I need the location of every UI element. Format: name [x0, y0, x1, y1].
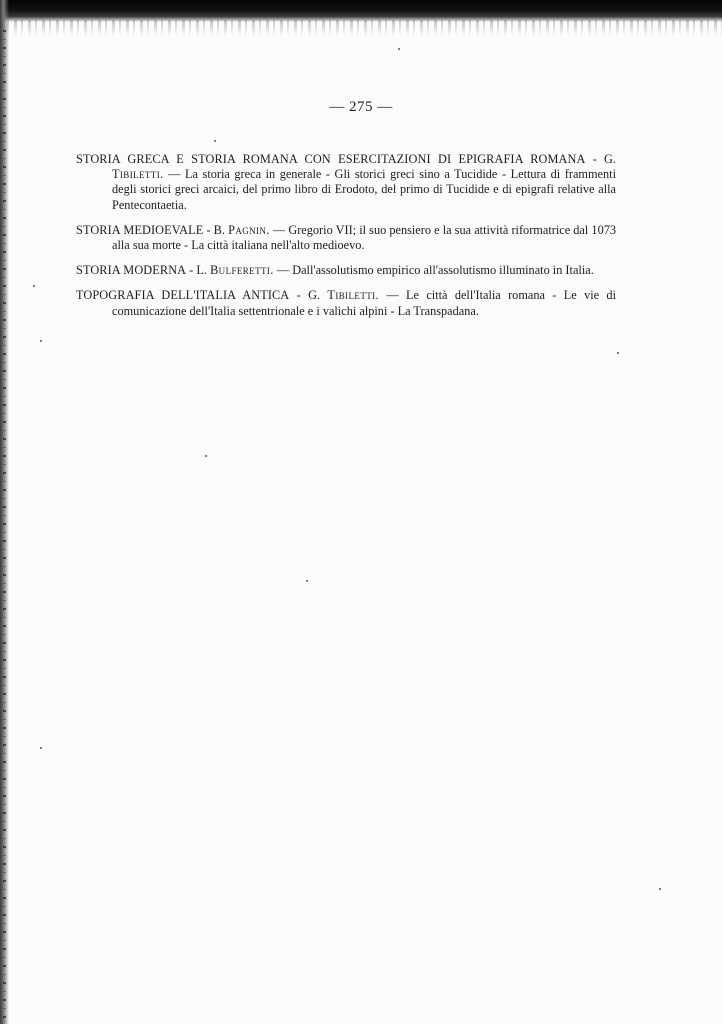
scan-top-fringe	[0, 20, 722, 36]
course-description: Gregorio VII; il suo pensiero e la sua attività riformatrice dal 1073 alla sua morte - La città italiana nell'alto medioevo.	[112, 222, 617, 253]
scan-top-edge	[0, 0, 722, 22]
course-description: La storia greca in generale - Gli storici greci sino a Tucidide - Lettura di frammenti degli storici greci arcaici, del primo libro di Erodoto, del primo di Tucidide e di epigrafi relative alla Pentecontaetia.	[112, 167, 616, 212]
page-number: — 275 —	[329, 99, 393, 115]
course-subject: TOPOGRAFIA DELL'ITALIA ANTICA	[76, 288, 290, 303]
scan-speck	[306, 580, 308, 582]
course-subject: STORIA GRECA E STORIA ROMANA CON ESERCITAZIONI DI EPIGRAFIA ROMANA	[76, 152, 586, 166]
course-entry: TOPOGRAFIA DELL'ITALIA ANTICA - G. Tibiletti. — Le città dell'Italia romana - Le vie di comunicazione dell'Italia settentrionale e i valichi alpini - La Transpadana.	[76, 288, 617, 318]
course-entry: STORIA GRECA E STORIA ROMANA CON ESERCITAZIONI DI EPIGRAFIA ROMANA - G. Tibiletti. — La storia greca in generale - Gli storici greci sino a Tucidide - Lettura di frammenti degli storici greci arcaici, del primo libro di Erodoto, del primo di Tucidide e di epigrafi relative alla Pentecontaetia.	[76, 152, 616, 212]
course-list	[76, 152, 616, 329]
scan-speck	[33, 285, 35, 287]
author-initial: B.	[213, 222, 225, 237]
course-entry: STORIA MEDIOEVALE - B. Pagnin. — Gregorio VII; il suo pensiero e la sua attività riformatrice dal 1073 alla sua morte - La città italiana nell'alto medioevo.	[76, 222, 617, 253]
scan-speck	[214, 140, 216, 142]
author-initial: G.	[604, 152, 616, 166]
scan-speck	[40, 747, 42, 749]
author-name: Bulferetti.	[210, 263, 274, 278]
scan-left-binding	[3, 30, 6, 1020]
author-initial: G.	[308, 288, 321, 303]
course-description: Dall'assolutismo empirico all'assolutismo illuminato in Italia.	[292, 263, 594, 278]
scan-speck	[659, 888, 661, 890]
author-name: Tibiletti.	[112, 167, 164, 182]
scan-speck	[617, 352, 619, 354]
scan-speck	[398, 48, 400, 50]
scan-speck	[40, 340, 42, 342]
course-description: Le città dell'Italia romana - Le vie di comunicazione dell'Italia settentrionale e i valichi alpini - La Transpadana.	[112, 288, 617, 318]
scan-speck	[205, 455, 207, 457]
author-name: Tibiletti.	[327, 288, 379, 303]
author-name: Pagnin.	[228, 222, 270, 237]
author-initial: L.	[196, 263, 207, 278]
course-subject: STORIA MEDIOEVALE	[76, 222, 204, 237]
course-entry: STORIA MODERNA - L. Bulferetti. — Dall'assolutismo empirico all'assolutismo illuminato in Italia.	[76, 263, 594, 278]
course-subject: STORIA MODERNA	[76, 263, 187, 278]
